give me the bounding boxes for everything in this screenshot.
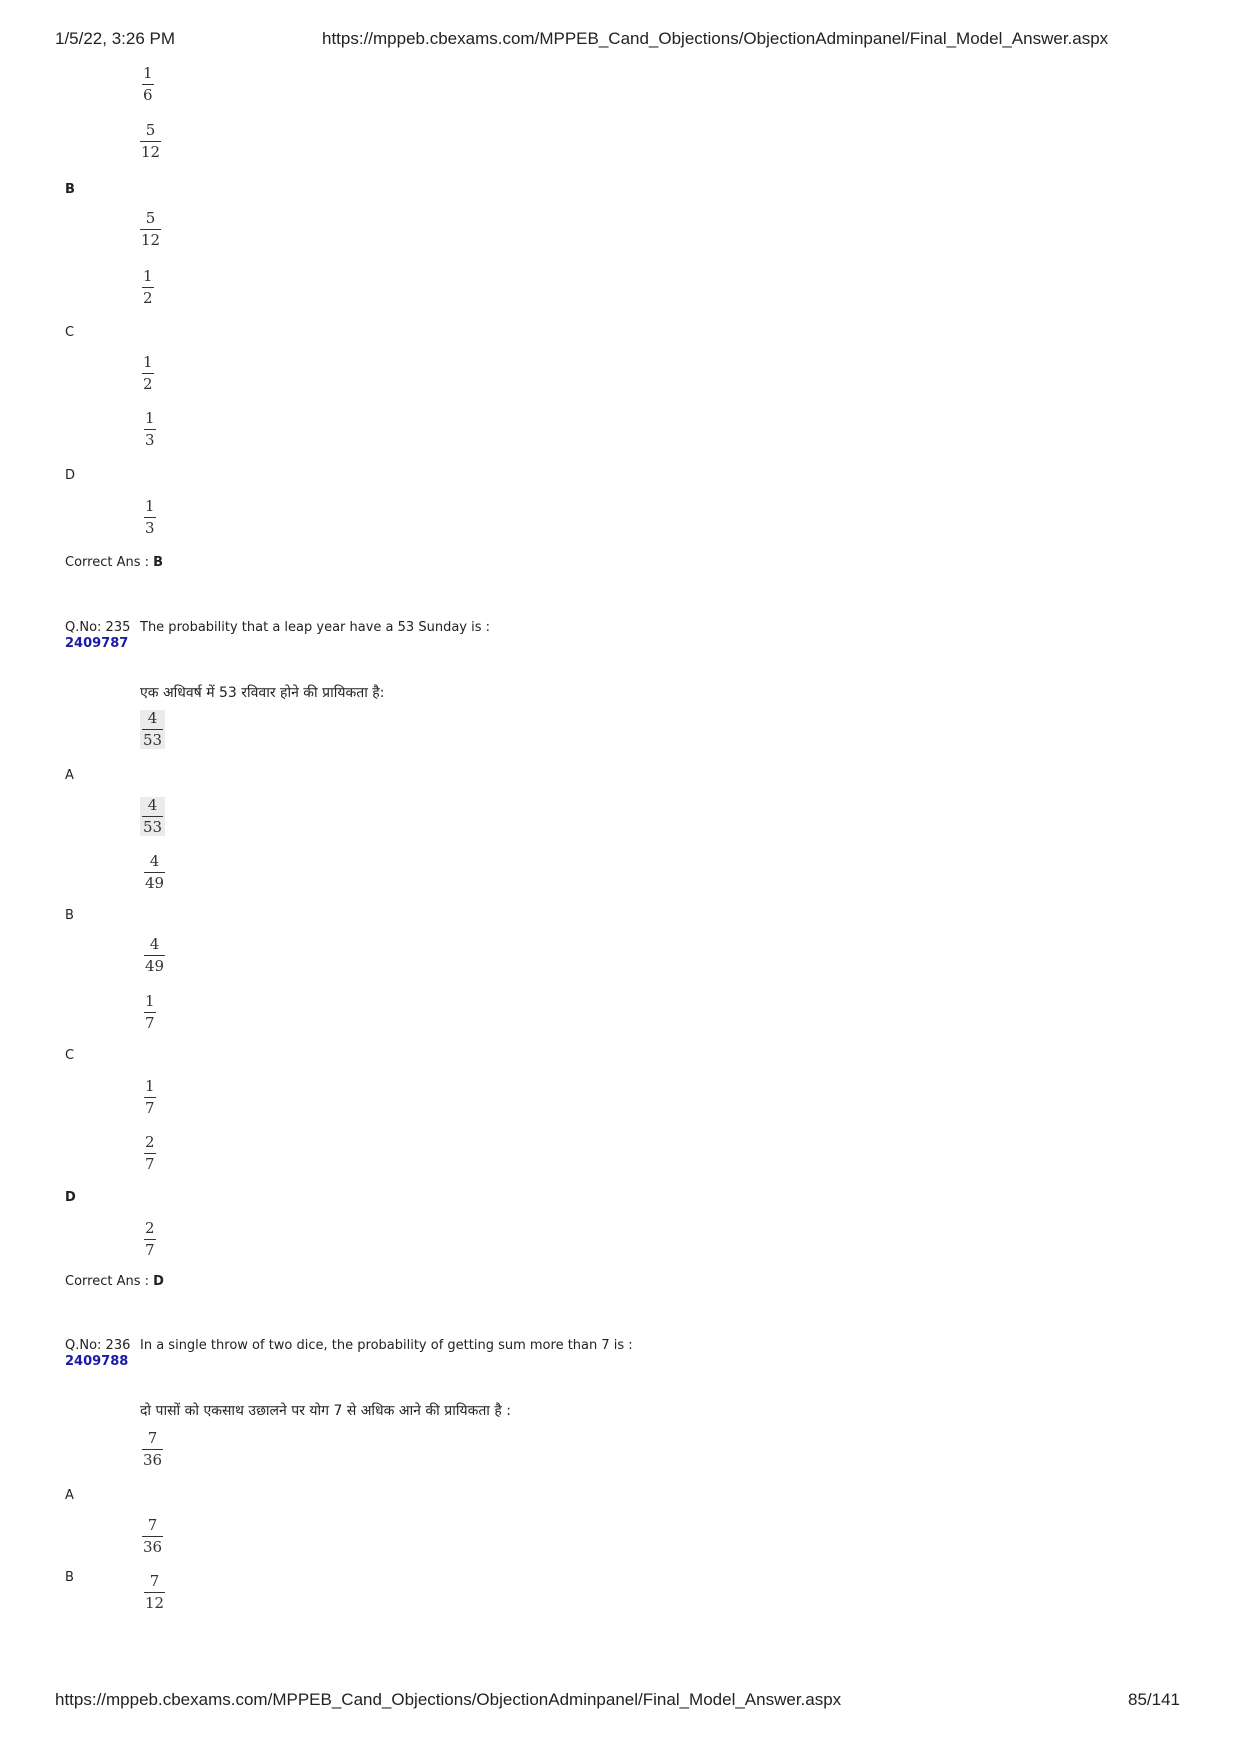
option-label-d: D xyxy=(65,468,76,483)
option-label-a: A xyxy=(65,768,74,783)
fraction: 1 3 xyxy=(145,497,155,537)
option-label-a: A xyxy=(65,1488,74,1503)
correct-answer: Correct Ans : B xyxy=(65,555,164,570)
fraction: 4 49 xyxy=(145,935,165,975)
fraction: 5 12 xyxy=(141,209,161,249)
question-text: In a single throw of two dice, the probability of getting sum more than 7 is : xyxy=(140,1338,633,1353)
fraction: 7 36 xyxy=(143,1429,163,1469)
fraction: 2 7 xyxy=(145,1133,155,1173)
question-number: Q.No: 236 xyxy=(65,1338,131,1353)
page-number: 85/141 xyxy=(1128,1690,1180,1709)
option-label-c: C xyxy=(65,325,75,340)
print-footer-url: https://mppeb.cbexams.com/MPPEB_Cand_Objections/ObjectionAdminpanel/Final_Model_Answer.aspx xyxy=(55,1690,842,1709)
fraction: 1 3 xyxy=(145,409,155,449)
fraction: 4 53 xyxy=(140,797,165,836)
fraction: 1 7 xyxy=(145,1077,155,1117)
question-id: 2409787 xyxy=(65,636,129,651)
question-text: The probability that a leap year have a 53 Sunday is : xyxy=(140,620,491,635)
fraction: 7 36 xyxy=(143,1516,163,1556)
option-label-d: D xyxy=(65,1190,76,1205)
fraction: 1 2 xyxy=(143,267,153,307)
question-text-hindi: दो पासों को एकसाथ उछालने पर योग 7 से अधिक आने की प्रायिकता है : xyxy=(140,1403,511,1419)
fraction: 1 2 xyxy=(143,353,153,393)
print-datetime: 1/5/22, 3:26 PM xyxy=(55,29,176,48)
fraction: 1 6 xyxy=(143,64,153,104)
question-id: 2409788 xyxy=(65,1354,129,1369)
fraction: 7 12 xyxy=(145,1572,165,1612)
fraction: 5 12 xyxy=(141,121,161,161)
fraction: 4 53 xyxy=(140,710,165,749)
option-label-b: B xyxy=(65,908,74,923)
fraction: 4 49 xyxy=(145,852,165,892)
question-number: Q.No: 235 xyxy=(65,620,131,635)
correct-answer: Correct Ans : D xyxy=(65,1274,164,1289)
option-label-b: B xyxy=(65,182,75,197)
fraction: 2 7 xyxy=(145,1219,155,1259)
fraction: 1 7 xyxy=(145,992,155,1032)
option-label-c: C xyxy=(65,1048,75,1063)
print-header-url: https://mppeb.cbexams.com/MPPEB_Cand_Objections/ObjectionAdminpanel/Final_Model_Answer.aspx xyxy=(322,29,1109,48)
question-text-hindi: एक अधिवर्ष में 53 रविवार होने की प्रायिकता है: xyxy=(140,685,385,701)
option-label-b: B xyxy=(65,1570,74,1585)
